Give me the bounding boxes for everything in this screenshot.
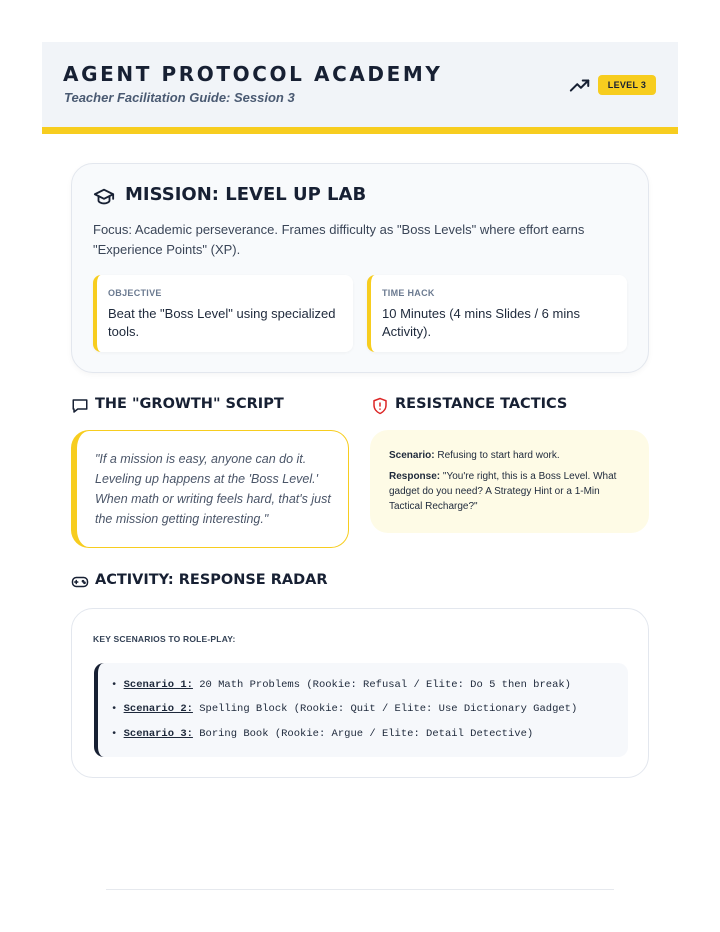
- page-title: AGENT PROTOCOL ACADEMY: [63, 62, 443, 86]
- footer-divider: [106, 889, 614, 890]
- objective-box: [93, 275, 353, 352]
- key-scenarios-label: KEY SCENARIOS TO ROLE-PLAY:: [93, 634, 236, 644]
- gamepad-icon: [71, 573, 89, 591]
- mission-title: MISSION: LEVEL UP LAB: [125, 184, 367, 205]
- growth-script-card: [71, 430, 349, 548]
- speech-bubble-icon: [71, 397, 89, 415]
- page-header: [42, 42, 678, 134]
- scenario-list: [94, 663, 628, 757]
- mission-focus: Focus: Academic perseverance. Frames difficulty as "Boss Levels" where effort earns "Experience Points" (XP).: [93, 222, 585, 257]
- time-hack-value: 10 Minutes (4 mins Slides / 6 mins Activity).: [382, 306, 580, 339]
- objective-value: Beat the "Boss Level" using specialized tools.: [108, 306, 336, 339]
- page-subtitle: Teacher Facilitation Guide: Session 3: [64, 90, 295, 105]
- time-hack-box: [367, 275, 627, 352]
- shield-alert-icon: [371, 397, 389, 415]
- list-item: • Scenario 3: Boring Book (Rookie: Argue / Elite: Detail Detective): [111, 728, 534, 740]
- resistance-card: [370, 430, 649, 533]
- resistance-scenario: Scenario: Refusing to start hard work.: [389, 450, 560, 461]
- level-badge: LEVEL 3: [598, 75, 656, 95]
- list-item: • Scenario 1: 20 Math Problems (Rookie: Refusal / Elite: Do 5 then break): [111, 679, 571, 691]
- resistance-response: Response: "You're right, this is a Boss Level. What gadget do you need? A Strategy Hint or a 1-Min Tactical Recharge?": [389, 471, 617, 512]
- objective-label: OBJECTIVE: [108, 288, 162, 298]
- time-hack-label: TIME HACK: [382, 288, 435, 298]
- mission-card: [71, 163, 649, 373]
- resistance-heading: RESISTANCE TACTICS: [395, 396, 568, 412]
- activity-heading: ACTIVITY: RESPONSE RADAR: [95, 572, 328, 588]
- activity-card: [71, 608, 649, 778]
- list-item: • Scenario 2: Spelling Block (Rookie: Quit / Elite: Use Dictionary Gadget): [111, 703, 578, 715]
- growth-quote: "If a mission is easy, anyone can do it. Leveling up happens at the 'Boss Level.' When math or writing feels hard, that's just the mission getting interesting.": [95, 452, 331, 526]
- graduation-cap-icon: [93, 186, 115, 208]
- trending-up-icon: [569, 75, 591, 97]
- growth-script-heading: THE "GROWTH" SCRIPT: [95, 396, 284, 412]
